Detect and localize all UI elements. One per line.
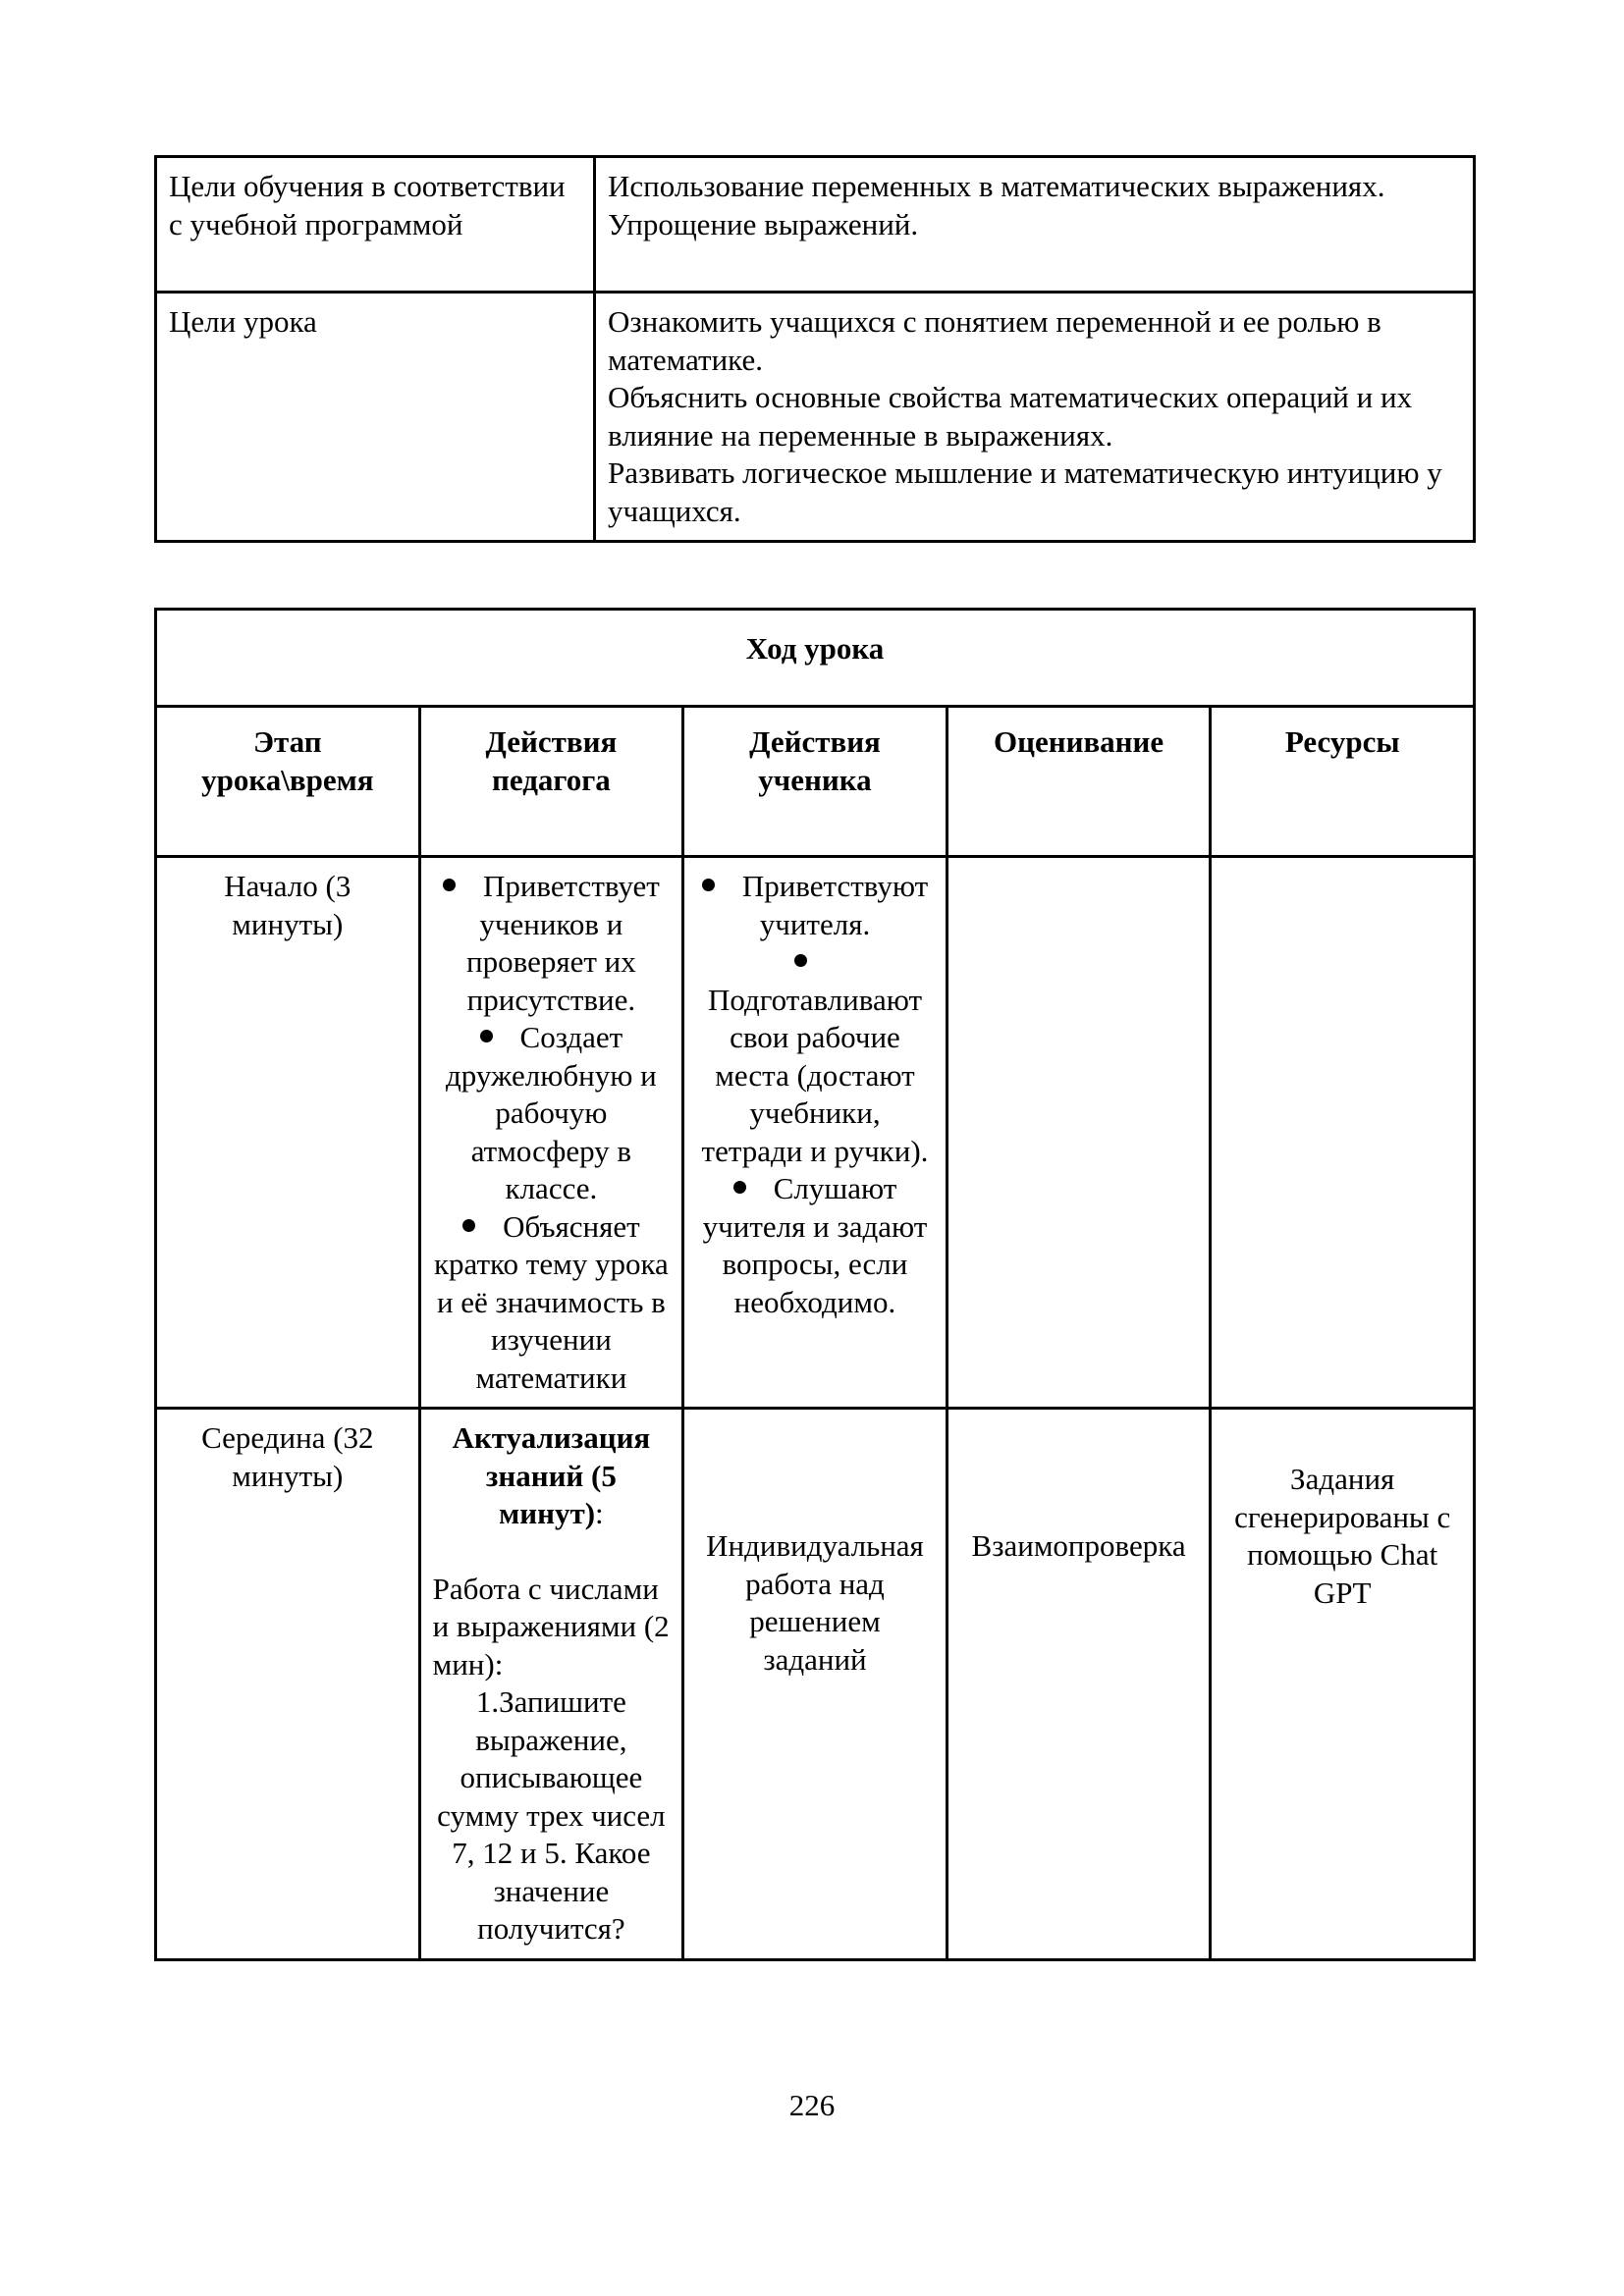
assessment-cell: Взаимопроверка [947,1409,1211,1960]
list-item-text: Слушают учителя и задают вопросы, если необходимо. [702,1171,928,1319]
goal-line: Развивать логическое мышление и математическую интуицию у учащихся. [608,455,1442,528]
list-item [433,868,671,1019]
table-header-row [156,707,1475,857]
list-item-text: Приветствует учеников и проверяет их присутствие. [466,869,660,1017]
goal-line: Объяснить основные свойства математических операций и их влияние на переменные в выражениях. [608,380,1413,453]
student-actions-cell [683,857,947,1409]
section-heading [433,1419,671,1533]
table-title-row [156,610,1475,707]
learning-goals-table [154,155,1476,543]
student-actions-list [696,868,934,1321]
stage-cell: Середина (32 минуты) [156,1409,420,1960]
bullet-icon [443,879,456,891]
table-title: Ход урока [156,610,1475,707]
teacher-actions-cell [419,1409,683,1960]
section-heading-text: Актуализация знаний (5 минут) [452,1420,651,1530]
bullet-icon [733,1181,746,1194]
goal-line: Ознакомить учащихся с понятием переменной и ее ролью в математике. [608,304,1381,377]
lesson-goals-value-cell [595,293,1475,542]
table-row [156,157,1475,293]
list-item [433,1019,671,1208]
table-row [156,1409,1475,1960]
header-teacher-actions: Действия педагога [419,707,683,857]
list-item-text: Создает дружелюбную и рабочую атмосферу в классе. [446,1020,657,1205]
table-row [156,857,1475,1409]
list-item-text: Подготавливают свои рабочие места (достают учебники, тетради и ручки). [701,982,929,1168]
subheading: Работа с числами и выражениями (2 мин): [432,1571,670,1682]
list-item [696,1170,934,1321]
bullet-icon [462,1219,475,1232]
page-number: 226 [788,2088,836,2122]
bullet-icon [702,879,715,891]
resources-cell: Задания сгенерированы с помощью Chat GPT [1211,1409,1475,1960]
header-resources: Ресурсы [1211,707,1475,857]
bullet-icon [480,1030,493,1042]
resources-cell [1211,857,1475,1409]
spacer [433,1533,671,1571]
lesson-progress-table [154,608,1476,1961]
list-item [696,868,934,943]
student-actions-cell: Индивидуальная работа над решением заданий [683,1409,947,1960]
heading-suffix: : [595,1496,604,1530]
list-item [696,943,934,1170]
list-item [433,1208,671,1398]
goal-line: Упрощение выражений. [608,206,919,241]
teacher-actions-list [433,868,671,1397]
spacer [608,243,1461,281]
list-item-text: Объясняет кратко тему урока и её значимость в изучении математики [433,1208,669,1395]
task-text: 1.Запишите выражение, описывающее сумму трех чисел 7, 12 и 5. Какое значение получится? [437,1684,666,1946]
lesson-goals-label-cell: Цели урока [156,293,595,542]
teacher-actions-cell [419,857,683,1409]
table-row [156,293,1475,542]
list-item-text: Приветствуют учителя. [741,869,929,941]
goal-line: Использование переменных в математических выражениях. [608,169,1385,203]
stage-cell: Начало (3 минуты) [156,857,420,1409]
goals-value-cell [595,157,1475,293]
assessment-cell [947,857,1211,1409]
goals-label-cell: Цели обучения в соответствии с учебной программой [156,157,595,293]
header-student-actions: Действия ученика [683,707,947,857]
bullet-icon [794,954,807,967]
header-stage: Этап урока\время [156,707,420,857]
header-assessment: Оценивание [947,707,1211,857]
